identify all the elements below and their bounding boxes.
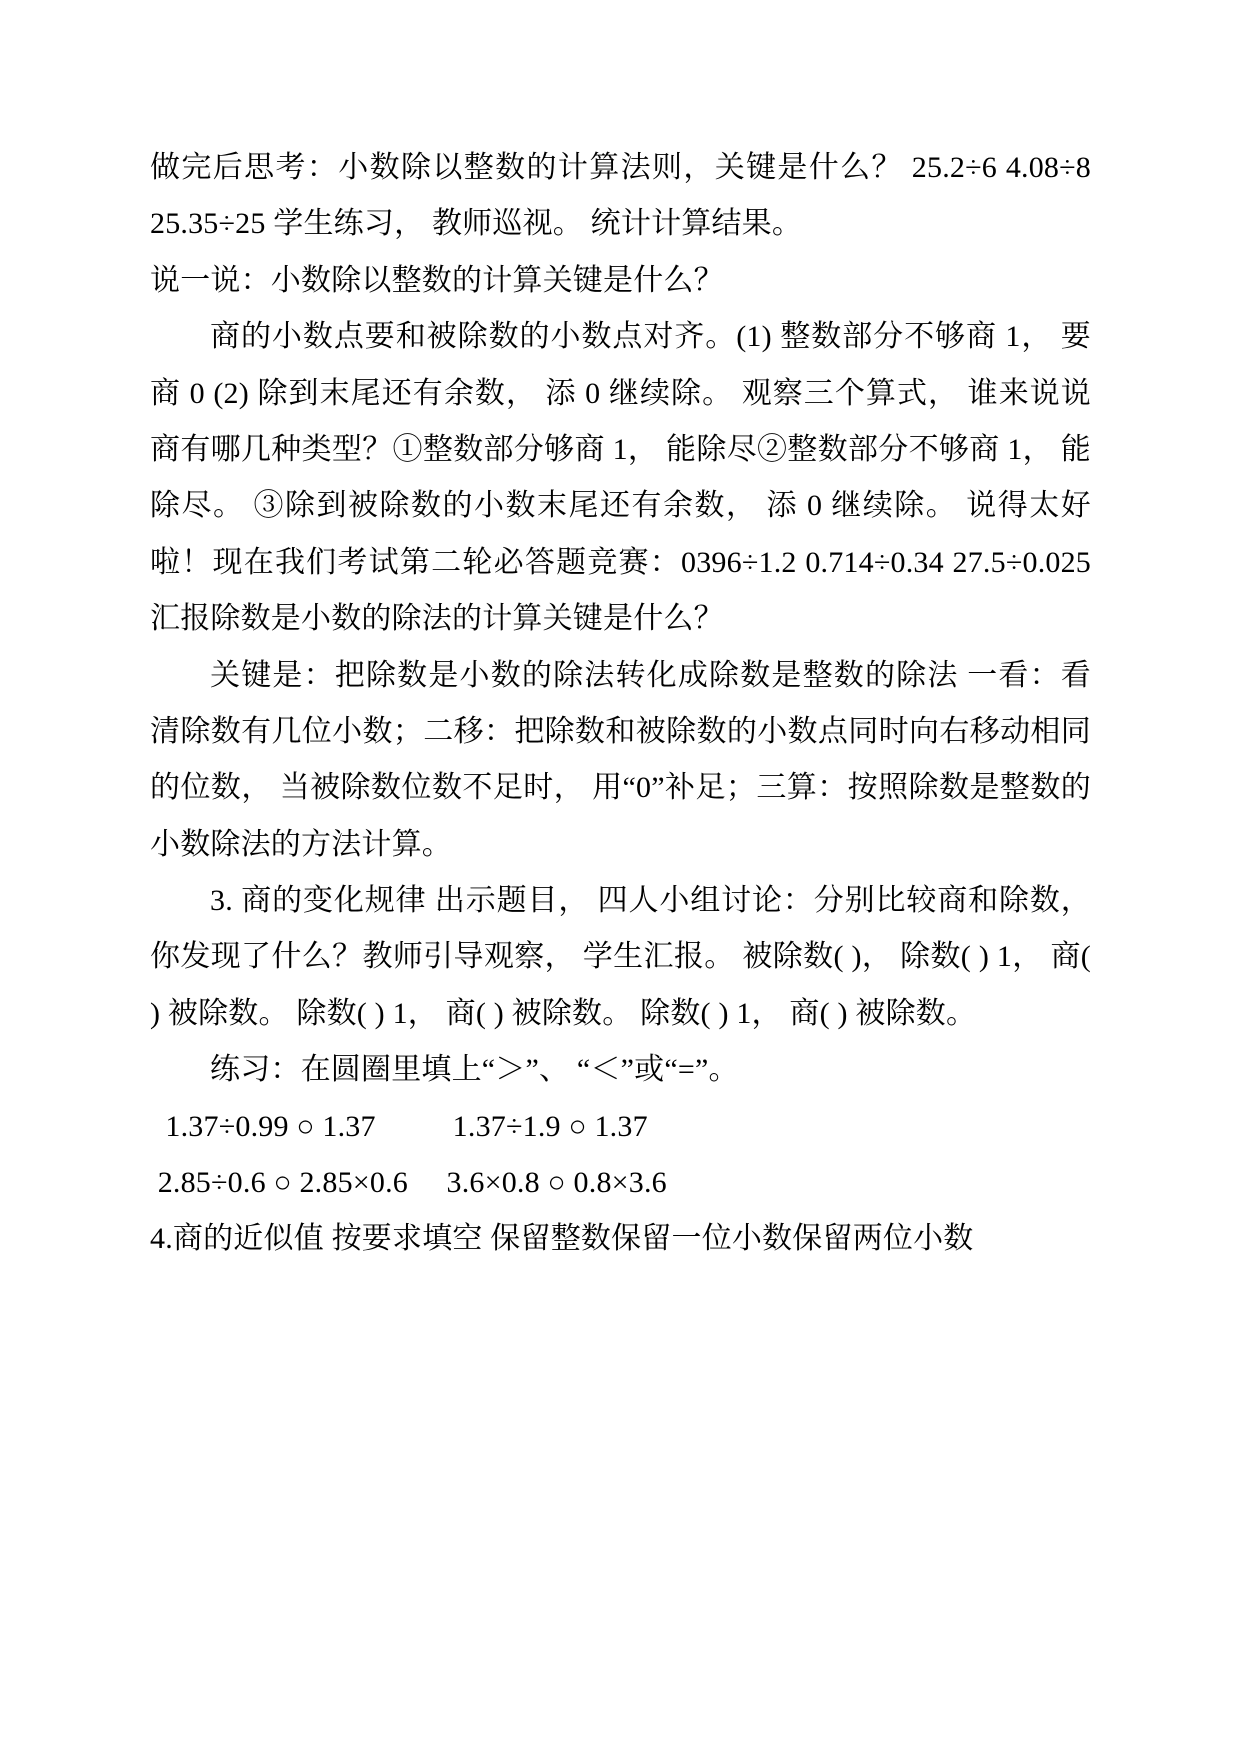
document-body: [150, 140, 1091, 1268]
paragraph-3: 商的小数点要和被除数的小数点对齐。(1) 整数部分不够商 1， 要商 0 (2) 除到末尾还有余数， 添 0 继续除。 观察三个算式， 谁来说说商有哪几种类型？①整数部分够商 1， 能除尽②整数部分不够商 1， 能除尽。 ③除到被除数的小数末尾还有余数， 添 0 继续除。 说得太好啦！现在我们考试第二轮必答题竞赛：0396÷1.2 0.714÷0.34 27.5÷0.025 汇报除数是小数的除法的计算关键是什么？: [150, 320, 1091, 636]
paragraph-6-exercise-instruction: 练习：在圆圈里填上“＞”、 “＜”或“=”。: [210, 1053, 739, 1087]
paragraph-7-closing: 4.商的近似值 按要求填空 保留整数保留一位小数保留两位小数: [150, 1222, 974, 1256]
paragraph-5: 3. 商的变化规律 出示题目， 四人小组讨论：分别比较商和除数， 你发现了什么？教师引导观察， 学生汇报。 被除数( )， 除数( ) 1， 商( ) 被除数。 除数( ) 1， 商( ) 被除数。 除数( ) 1， 商( ) 被除数。: [150, 884, 1091, 1030]
paragraph-4: 关键是：把除数是小数的除法转化成除数是整数的除法 一看：看清除数有几位小数；二移：把除数和被除数的小数点同时向右移动相同的位数， 当被除数位数不足时， 用“0”补足；三算：按照除数是整数的小数除法的方法计算。: [150, 658, 1091, 861]
paragraph-2: 说一说：小数除以整数的计算关键是什么？: [150, 263, 724, 297]
exercise-row-2: 2.85÷0.6 ○ 2.85×0.6 3.6×0.8 ○ 0.8×3.6: [150, 1166, 667, 1200]
exercise-row-1: 1.37÷0.99 ○ 1.37 1.37÷1.9 ○ 1.37: [150, 1109, 648, 1143]
paragraph-1: 做完后思考：小数除以整数的计算法则，关键是什么？ 25.2÷6 4.08÷8 25.35÷25 学生练习， 教师巡视。 统计计算结果。: [150, 151, 1091, 241]
